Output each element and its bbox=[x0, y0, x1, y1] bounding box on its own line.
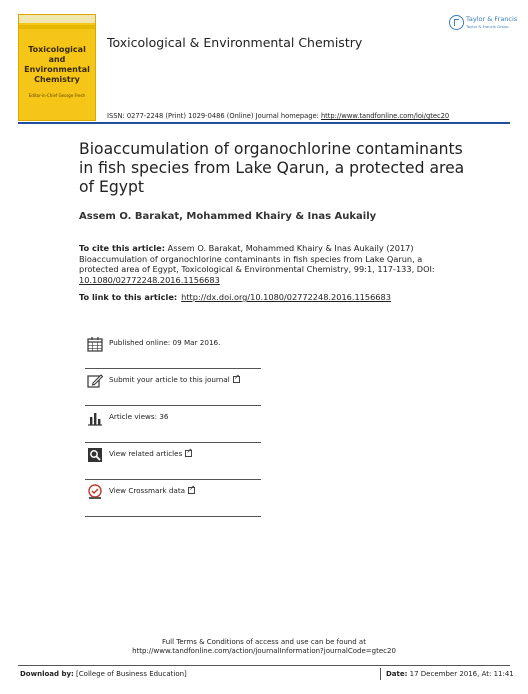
submit-article-text[interactable]: Submit your article to this journal bbox=[109, 375, 230, 384]
crossmark-text[interactable]: View Crossmark data bbox=[109, 486, 186, 495]
footer-separator bbox=[380, 668, 381, 680]
publisher-name: Taylor & Francis bbox=[466, 15, 518, 23]
external-link-icon bbox=[188, 487, 195, 494]
cite-text: Assem O. Barakat, Mohammed Khairy & Inas Aukaily (2017) Bioaccumulation of organochlorine contaminants in fish species from Lake Qarun, a protected area of Egypt, Toxicological & Environmental Chemistry, 99:1, 117-133, DOI: bbox=[79, 243, 435, 275]
search-icon bbox=[87, 447, 103, 463]
published-online-label: Published online: 09 Mar 2016. bbox=[109, 338, 221, 347]
article-link-line bbox=[79, 292, 391, 302]
publisher-logo[interactable] bbox=[449, 14, 518, 34]
published-online-row bbox=[85, 332, 261, 369]
journal-cover-image bbox=[18, 14, 96, 121]
external-link-icon bbox=[233, 376, 240, 383]
cover-title: Toxicological and Environmental Chemistry bbox=[24, 45, 90, 84]
bar-chart-icon bbox=[87, 410, 103, 426]
terms-line-1: Full Terms & Conditions of access and use can be found at bbox=[162, 638, 366, 646]
download-date bbox=[386, 670, 514, 678]
article-views-label: Article views: 36 bbox=[109, 412, 169, 421]
link-label: To link to this article: bbox=[79, 292, 178, 302]
journal-homepage-link[interactable]: http://www.tandfonline.com/loi/gtec20 bbox=[320, 112, 450, 120]
issn-line bbox=[107, 112, 449, 120]
terms-line-2[interactable]: http://www.tandfonline.com/action/journalInformation?journalCode=gtec20 bbox=[132, 647, 396, 655]
article-title: Bioaccumulation of organochlorine contaminants in fish species from Lake Qarun, a protected area of Egypt bbox=[79, 140, 465, 196]
submit-article-label[interactable] bbox=[109, 375, 240, 384]
article-authors: Assem O. Barakat, Mohammed Khairy & Inas Aukaily bbox=[79, 211, 377, 222]
cover-editor: Editor-in-Chief George Fresh bbox=[28, 93, 86, 98]
date-label: Date: bbox=[386, 670, 408, 678]
related-articles-text[interactable]: View related articles bbox=[109, 449, 183, 458]
publisher-group: Taylor & Francis Group bbox=[466, 24, 509, 29]
related-articles-row[interactable] bbox=[85, 443, 261, 480]
date-value: 17 December 2016, At: 11:41 bbox=[407, 670, 514, 678]
cite-label: To cite this article: bbox=[79, 243, 165, 253]
cover-stripe bbox=[19, 25, 95, 29]
citation-block bbox=[79, 243, 459, 285]
article-views-row bbox=[85, 406, 261, 443]
download-value: [College of Business Education] bbox=[73, 670, 187, 678]
external-link-icon bbox=[185, 450, 192, 457]
taylor-francis-logo-icon bbox=[449, 15, 464, 30]
edit-icon bbox=[87, 373, 103, 389]
calendar-icon bbox=[87, 336, 103, 352]
footer-divider bbox=[18, 665, 510, 666]
header-divider bbox=[18, 122, 510, 124]
crossmark-label[interactable] bbox=[109, 486, 195, 495]
issn-text: ISSN: 0277-2248 (Print) 1029-0486 (Online) Journal homepage: bbox=[107, 112, 321, 120]
crossmark-icon bbox=[87, 484, 103, 500]
article-doi-url[interactable]: http://dx.doi.org/10.1080/02772248.2016.1156683 bbox=[181, 292, 391, 302]
crossmark-row[interactable] bbox=[85, 480, 261, 517]
related-articles-label[interactable] bbox=[109, 449, 192, 458]
download-label: Download by: bbox=[20, 670, 74, 678]
cite-doi-link[interactable]: 10.1080/02772248.2016.1156683 bbox=[79, 274, 220, 285]
submit-article-row[interactable] bbox=[85, 369, 261, 406]
terms-notice bbox=[0, 638, 528, 656]
article-info-list bbox=[85, 332, 261, 517]
journal-name: Toxicological & Environmental Chemistry bbox=[107, 35, 363, 50]
download-by bbox=[20, 670, 187, 678]
cover-top-band bbox=[19, 15, 95, 23]
